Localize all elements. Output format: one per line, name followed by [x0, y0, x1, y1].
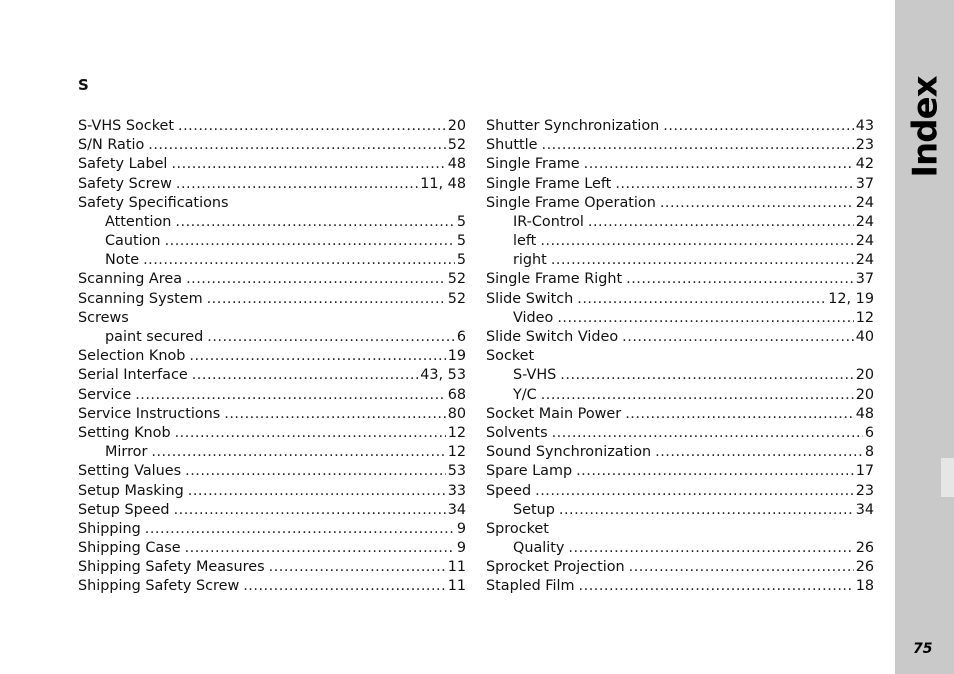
dot-leader: [192, 366, 418, 385]
entry-page-ref: 23: [855, 482, 874, 499]
entry-page-ref: 53: [447, 463, 466, 480]
entry-page-ref: 20: [855, 386, 874, 403]
entry-label: Setting Values: [78, 463, 182, 480]
index-entry: [78, 578, 466, 597]
index-entry: [486, 424, 874, 443]
entry-page-ref: 9: [456, 540, 466, 557]
entry-label: Caution: [105, 233, 161, 250]
entry-page-ref: 12: [447, 424, 466, 441]
entry-page-ref: 68: [447, 386, 466, 403]
index-entry: [486, 136, 874, 155]
index-entry: [486, 290, 874, 309]
dot-leader: [655, 443, 863, 462]
entry-page-ref: 5: [456, 233, 466, 250]
dot-leader: [552, 424, 863, 443]
entry-label: S/N Ratio: [78, 137, 145, 154]
dot-leader: [540, 232, 853, 251]
index-entry: [486, 175, 874, 194]
entry-page-ref: 37: [855, 271, 874, 288]
index-entry: [486, 482, 874, 501]
entry-page-ref: 80: [447, 405, 466, 422]
index-entry: [78, 366, 466, 385]
index-entry: [486, 347, 874, 366]
entry-label: Solvents: [486, 424, 548, 441]
entry-page-ref: 24: [855, 213, 874, 230]
index-entry: [78, 501, 466, 520]
index-entry: [78, 175, 466, 194]
entry-label: Single Frame Operation: [486, 194, 656, 211]
section-letter-heading: S: [78, 76, 89, 94]
entry-label: Safety Specifications: [78, 194, 229, 211]
dot-leader: [663, 117, 853, 136]
index-entry: [78, 462, 466, 481]
side-title: [906, 72, 946, 182]
index-entry: [486, 405, 874, 424]
index-entry: [78, 194, 466, 213]
dot-leader: [178, 117, 446, 136]
index-entry: [78, 405, 466, 424]
entry-label: Note: [105, 252, 140, 269]
entry-page-ref: 11, 48: [420, 175, 466, 192]
index-subentry: [486, 539, 874, 558]
dot-leader: [622, 328, 854, 347]
entry-label: Mirror: [105, 444, 148, 461]
entry-page-ref: 37: [855, 175, 874, 192]
dot-leader: [584, 155, 854, 174]
index-entry: [486, 271, 874, 290]
index-entry: [78, 539, 466, 558]
entry-page-ref: 48: [855, 405, 874, 422]
entry-page-ref: 52: [447, 271, 466, 288]
entry-label: Sound Synchronization: [486, 444, 652, 461]
entry-page-ref: 34: [855, 501, 874, 518]
dot-leader: [577, 290, 826, 309]
entry-page-ref: 24: [855, 252, 874, 269]
entry-label: Video: [513, 309, 554, 326]
index-subentry: [78, 251, 466, 270]
entry-page-ref: 8: [864, 444, 874, 461]
entry-page-ref: 9: [456, 520, 466, 537]
entry-label: Shuttle: [486, 137, 538, 154]
index-subentry: [486, 309, 874, 328]
entry-label: Setting Knob: [78, 424, 171, 441]
index-subentry: [486, 501, 874, 520]
entry-label: Single Frame Left: [486, 175, 612, 192]
index-entry: [486, 558, 874, 577]
entry-label: Shipping Safety Measures: [78, 559, 265, 576]
index-entry: [486, 462, 874, 481]
index-entry: [78, 482, 466, 501]
entry-page-ref: 12: [447, 444, 466, 461]
index-entry: [78, 155, 466, 174]
entry-label: Socket: [486, 348, 535, 365]
entry-page-ref: 52: [447, 137, 466, 154]
entry-page-ref: 26: [855, 559, 874, 576]
dot-leader: [560, 366, 853, 385]
entry-page-ref: 19: [447, 348, 466, 365]
entry-label: Spare Lamp: [486, 463, 573, 480]
dot-leader: [165, 232, 455, 251]
entry-label: Serial Interface: [78, 367, 188, 384]
dot-leader: [588, 213, 854, 232]
index-entry: [78, 271, 466, 290]
dot-leader: [559, 501, 854, 520]
entry-page-ref: 23: [855, 137, 874, 154]
index-entry: [486, 117, 874, 136]
entry-page-ref: 20: [855, 367, 874, 384]
entry-label: paint secured: [105, 329, 204, 346]
entry-page-ref: 34: [447, 501, 466, 518]
index-column-right: [486, 117, 874, 597]
entry-label: S-VHS Socket: [78, 117, 175, 134]
entry-page-ref: 33: [447, 482, 466, 499]
entry-page-ref: 6: [456, 329, 466, 346]
entry-page-ref: 17: [855, 463, 874, 480]
entry-label: Service Instructions: [78, 405, 221, 422]
dot-leader: [579, 577, 854, 596]
dot-leader: [143, 251, 455, 270]
dot-leader: [145, 520, 455, 539]
dot-leader: [535, 482, 854, 501]
entry-label: Quality: [513, 540, 565, 557]
dot-leader: [557, 309, 853, 328]
index-thumb-tab: [941, 458, 954, 497]
index-entry: [78, 424, 466, 443]
index-entry: [486, 194, 874, 213]
index-subentry: [486, 366, 874, 385]
entry-page-ref: 24: [855, 194, 874, 211]
entry-label: Stapled Film: [486, 578, 575, 595]
dot-leader: [629, 558, 854, 577]
index-entry: [78, 117, 466, 136]
entry-label: left: [513, 233, 537, 250]
dot-leader: [615, 175, 853, 194]
dot-leader: [186, 270, 446, 289]
entry-label: Socket Main Power: [486, 405, 622, 422]
dot-leader: [185, 539, 455, 558]
index-subentry: [78, 213, 466, 232]
entry-label: IR-Control: [513, 213, 584, 230]
entry-page-ref: 40: [855, 329, 874, 346]
dot-leader: [207, 290, 446, 309]
index-subentry: [78, 443, 466, 462]
index-subentry: [486, 251, 874, 270]
dot-leader: [207, 328, 455, 347]
entry-page-ref: 20: [447, 117, 466, 134]
dot-leader: [243, 577, 445, 596]
dot-leader: [148, 136, 445, 155]
dot-leader: [151, 443, 445, 462]
entry-label: Setup: [513, 501, 555, 518]
entry-page-ref: 6: [864, 424, 874, 441]
entry-page-ref: 26: [855, 540, 874, 557]
index-entry: [78, 290, 466, 309]
entry-label: Slide Switch Video: [486, 329, 619, 346]
dot-leader: [171, 155, 445, 174]
entry-page-ref: 5: [456, 252, 466, 269]
index-subentry: [486, 232, 874, 251]
entry-label: Shipping: [78, 520, 141, 537]
dot-leader: [541, 386, 854, 405]
entry-label: Sprocket Projection: [486, 559, 625, 576]
entry-label: Shipping Case: [78, 540, 181, 557]
dot-leader: [542, 136, 854, 155]
entry-label: Screws: [78, 309, 129, 326]
entry-page-ref: 24: [855, 233, 874, 250]
entry-label: Scanning System: [78, 290, 203, 307]
dot-leader: [189, 347, 445, 366]
index-subentry: [486, 213, 874, 232]
dot-leader: [135, 386, 446, 405]
index-entry: [486, 578, 874, 597]
entry-page-ref: 12, 19: [828, 290, 874, 307]
side-index-strip: [895, 0, 954, 674]
entry-label: Speed: [486, 482, 532, 499]
index-entry: [486, 520, 874, 539]
entry-label: Attention: [105, 213, 172, 230]
index-entry: [486, 443, 874, 462]
index-entry: [78, 558, 466, 577]
entry-page-ref: 5: [456, 213, 466, 230]
index-entry: [78, 309, 466, 328]
index-subentry: [486, 386, 874, 405]
entry-label: Service: [78, 386, 132, 403]
entry-label: Single Frame: [486, 156, 580, 173]
index-entry: [486, 328, 874, 347]
entry-page-ref: 52: [447, 290, 466, 307]
index-column-left: [78, 117, 466, 597]
entry-label: Slide Switch: [486, 290, 574, 307]
entry-label: Sprocket: [486, 520, 549, 537]
dot-leader: [185, 462, 446, 481]
page-number: 75: [913, 641, 933, 657]
entry-label: Single Frame Right: [486, 271, 623, 288]
entry-label: Safety Screw: [78, 175, 172, 192]
entry-label: Shipping Safety Screw: [78, 578, 240, 595]
entry-label: Selection Knob: [78, 348, 186, 365]
index-subentry: [78, 232, 466, 251]
entry-label: Setup Speed: [78, 501, 170, 518]
index-entry: [78, 386, 466, 405]
dot-leader: [576, 462, 854, 481]
dot-leader: [175, 424, 446, 443]
entry-label: right: [513, 252, 547, 269]
dot-leader: [568, 539, 853, 558]
dot-leader: [188, 482, 446, 501]
dot-leader: [625, 405, 854, 424]
entry-label: Shutter Synchronization: [486, 117, 660, 134]
side-title-text: Index: [906, 76, 946, 178]
entry-label: S-VHS: [513, 367, 557, 384]
entry-page-ref: 11: [447, 559, 466, 576]
index-entry: [78, 136, 466, 155]
entry-page-ref: 43: [855, 117, 874, 134]
index-entry: [486, 155, 874, 174]
dot-leader: [224, 405, 445, 424]
dot-leader: [174, 501, 446, 520]
entry-page-ref: 18: [855, 578, 874, 595]
entry-page-ref: 42: [855, 156, 874, 173]
dot-leader: [175, 213, 454, 232]
dot-leader: [626, 270, 854, 289]
dot-leader: [660, 194, 854, 213]
index-subentry: [78, 328, 466, 347]
dot-leader: [551, 251, 854, 270]
entry-page-ref: 48: [447, 156, 466, 173]
dot-leader: [269, 558, 446, 577]
dot-leader: [176, 175, 418, 194]
entry-label: Scanning Area: [78, 271, 183, 288]
entry-page-ref: 43, 53: [420, 367, 466, 384]
entry-page-ref: 12: [855, 309, 874, 326]
index-entry: [78, 347, 466, 366]
entry-label: Safety Label: [78, 156, 168, 173]
entry-label: Y/C: [513, 386, 537, 403]
entry-label: Setup Masking: [78, 482, 184, 499]
entry-page-ref: 11: [447, 578, 466, 595]
index-entry: [78, 520, 466, 539]
